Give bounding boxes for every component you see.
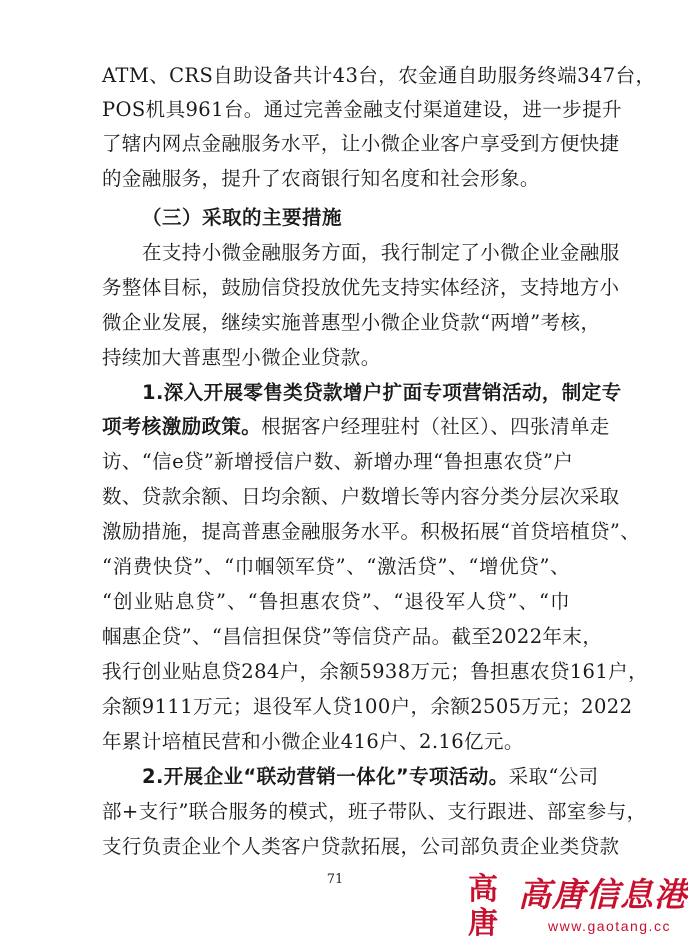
paragraph-line: “消费快贷”、“巾帼领军贷”、“激活贷”、“增优贷”、 <box>102 555 570 578</box>
item-1-title: 1.深入开展零售类贷款增户扩面专项营销活动，制定专 <box>142 381 622 404</box>
paragraph-line: 了辖内网点金融服务水平，让小微企业客户享受到方便快捷 <box>102 132 620 155</box>
paragraph-text: 根据客户经理驻村（社区）、四张清单走 <box>261 415 610 438</box>
paragraph-line: 年累计培植民营和小微企业416户、2.16亿元。 <box>102 730 524 753</box>
watermark-logo-char: 唐 <box>468 906 498 941</box>
paragraph-line <box>102 415 610 439</box>
paragraph-line: 部+支行”联合服务的模式，班子带队、支行跟进、部室参与， <box>102 800 647 823</box>
paragraph-line: 余额9111万元；退役军人贷100户，余额2505万元；2022 <box>102 695 633 718</box>
paragraph-line: 支行负责企业个人类客户贷款拓展，公司部负责企业类贷款 <box>102 835 620 858</box>
paragraph-line: 微企业发展，继续实施普惠型小微企业贷款“两增”考核， <box>102 311 601 334</box>
paragraph-line: 访、“信e贷”新增授信户数、新增办理“鲁担惠农贷”户 <box>102 450 574 473</box>
watermark-logo-char: 高 <box>468 872 498 907</box>
paragraph-line: 持续加大普惠型小微企业贷款。 <box>102 346 381 369</box>
section-heading: （三）采取的主要措施 <box>142 206 343 229</box>
watermark-logo <box>460 872 516 942</box>
paragraph-line: 在支持小微金融服务方面，我行制定了小微企业金融服 <box>142 241 620 264</box>
paragraph-line: ATM、CRS自助设备共计43台，农金通自助服务终端347台， <box>102 64 656 87</box>
page-number: 71 <box>326 872 344 887</box>
paragraph-text: 采取“公司 <box>508 765 599 788</box>
watermark-url: www.gaotang.cc <box>548 918 671 934</box>
paragraph-line <box>142 765 599 789</box>
paragraph-line <box>142 381 622 405</box>
paragraph-line: “创业贴息贷”、“鲁担惠农贷”、“退役军人贷”、“巾 <box>102 590 570 613</box>
paragraph-line: POS机具961台。通过完善金融支付渠道建设，进一步提升 <box>102 98 622 121</box>
paragraph-line: 我行创业贴息贷284户，余额5938万元；鲁担惠农贷161户， <box>102 660 648 683</box>
paragraph-line: 的金融服务，提升了农商银行知名度和社会形象。 <box>102 167 540 190</box>
item-2-title: 2.开展企业“联动营销一体化”专项活动。 <box>142 765 509 788</box>
paragraph-line: 务整体目标，鼓励信贷投放优先支持实体经济，支持地方小 <box>102 276 620 299</box>
site-watermark <box>460 858 688 948</box>
paragraph-line: 数、贷款余额、日均余额、户数增长等内容分类分层次采取 <box>102 485 620 508</box>
paragraph-line: 激励措施，提高普惠金融服务水平。积极拓展“首贷培植贷”、 <box>102 520 641 543</box>
paragraph-line: 帼惠企贷”、“昌信担保贷”等信贷产品。截至2022年末， <box>102 625 603 648</box>
watermark-site-name: 高唐信息港 <box>518 875 688 914</box>
item-1-title-cont: 项考核激励政策。 <box>102 415 262 438</box>
